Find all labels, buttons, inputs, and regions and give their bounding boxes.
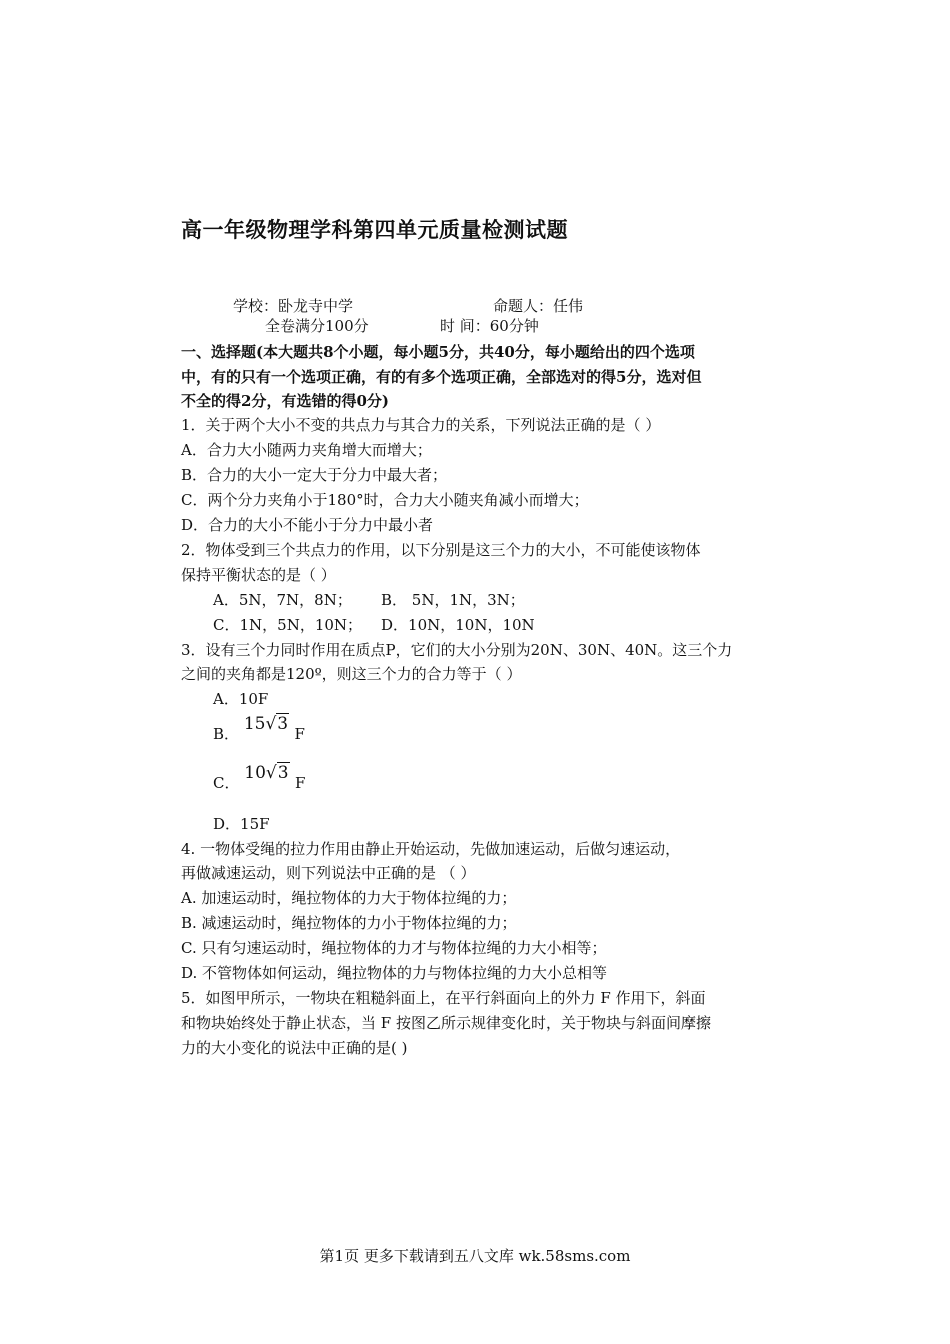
- q3-option-c: [213, 763, 306, 795]
- q4-option-c: C. 只有匀速运动时，绳拉物体的力才与物体拉绳的力大小相等；: [181, 939, 607, 957]
- q5-stem-line3: 力的大小变化的说法中正确的是( ): [181, 1039, 408, 1057]
- sqrt-icon: √3: [265, 714, 289, 734]
- q3-option-b-coef: 15: [243, 714, 266, 734]
- q3-option-b: [213, 714, 305, 746]
- q1-option-c: C．两个分力夹角小于180°时，合力大小随夹角减小而增大；: [181, 491, 589, 509]
- section-heading-line2: 中，有的只有一个选项正确，有的有多个选项正确，全部选对的得5分，选对但: [181, 368, 702, 386]
- q1-stem: 1．关于两个大小不变的共点力与其合力的关系，下列说法正确的是（ ）: [181, 416, 661, 434]
- q1-option-d: D．合力的大小不能小于分力中最小者: [181, 516, 434, 534]
- q3-option-a: A．10F: [213, 690, 269, 708]
- q1-option-a: A．合力大小随两力夹角增大而增大；: [181, 441, 432, 459]
- q3-option-c-label: C．: [213, 774, 240, 792]
- q3-stem-line2: 之间的夹角都是120º，则这三个力的合力等于（ ）: [181, 665, 522, 683]
- q5-stem-line2: 和物块始终处于静止状态，当 F 按图乙所示规律变化时，关于物块与斜面间摩擦: [181, 1014, 711, 1032]
- q3-option-b-formula: [244, 714, 295, 734]
- q4-stem-line1: 4. 一物体受绳的拉力作用由静止开始运动，先做加速运动，后做匀速运动，: [181, 840, 681, 858]
- section-heading-line1: 一、选择题(本大题共8个小题，每小题5分，共40分，每小题给出的四个选项: [181, 343, 695, 361]
- q4-option-a: A. 加速运动时，绳拉物体的力大于物体拉绳的力；: [181, 889, 517, 907]
- q2-stem-line2: 保持平衡状态的是（ ）: [181, 566, 336, 584]
- q3-option-c-coef: 10: [244, 763, 266, 783]
- q4-option-d: D. 不管物体如何运动，绳拉物体的力与物体拉绳的力大小总相等: [181, 964, 608, 982]
- q2-option-a: A．5N，7N，8N；: [213, 591, 352, 609]
- q3-option-c-formula: [244, 763, 295, 783]
- section-heading-line3: 不全的得2分，有选错的得0分): [181, 392, 389, 410]
- q2-stem-line1: 2．物体受到三个共点力的作用，以下分别是这三个力的大小，不可能使该物体: [181, 541, 701, 559]
- q2-option-d: D．10N，10N，10N: [381, 616, 535, 634]
- q5-stem-line1: 5．如图甲所示，一物块在粗糙斜面上，在平行斜面向上的外力 F 作用下，斜面: [181, 989, 706, 1007]
- page-title: 高一年级物理学科第四单元质量检测试题: [181, 217, 568, 242]
- q3-stem-line1: 3．设有三个力同时作用在质点P，它们的大小分别为20N、30N、40N。这三个力: [181, 641, 733, 659]
- q3-option-d: D．15F: [213, 815, 270, 833]
- q4-stem-line2: 再做减速运动，则下列说法中正确的是 （ ）: [181, 864, 476, 882]
- q3-option-c-radicand: 3: [277, 763, 289, 783]
- q4-option-b: B. 减速运动时，绳拉物体的力小于物体拉绳的力；: [181, 914, 517, 932]
- time-label: 时 间：60分钟: [440, 317, 539, 335]
- q3-option-b-radicand: 3: [277, 714, 289, 734]
- page-footer: 第1页 更多下载请到五八文库 wk.58sms.com: [319, 1247, 631, 1265]
- score-label: 全卷满分100分: [265, 317, 369, 335]
- school-label: 学校：卧龙寺中学: [233, 297, 354, 315]
- sqrt-icon: √3: [265, 763, 289, 783]
- q1-option-b: B．合力的大小一定大于分力中最大者；: [181, 466, 448, 484]
- q2-option-b: B． 5N，1N，3N；: [381, 591, 525, 609]
- q3-option-b-unit: F: [294, 725, 305, 743]
- q3-option-c-unit: F: [294, 774, 306, 792]
- author-label: 命题人：任伟: [493, 297, 584, 315]
- q3-option-b-label: B．: [213, 725, 240, 743]
- q2-option-c: C．1N，5N，10N；: [213, 616, 363, 634]
